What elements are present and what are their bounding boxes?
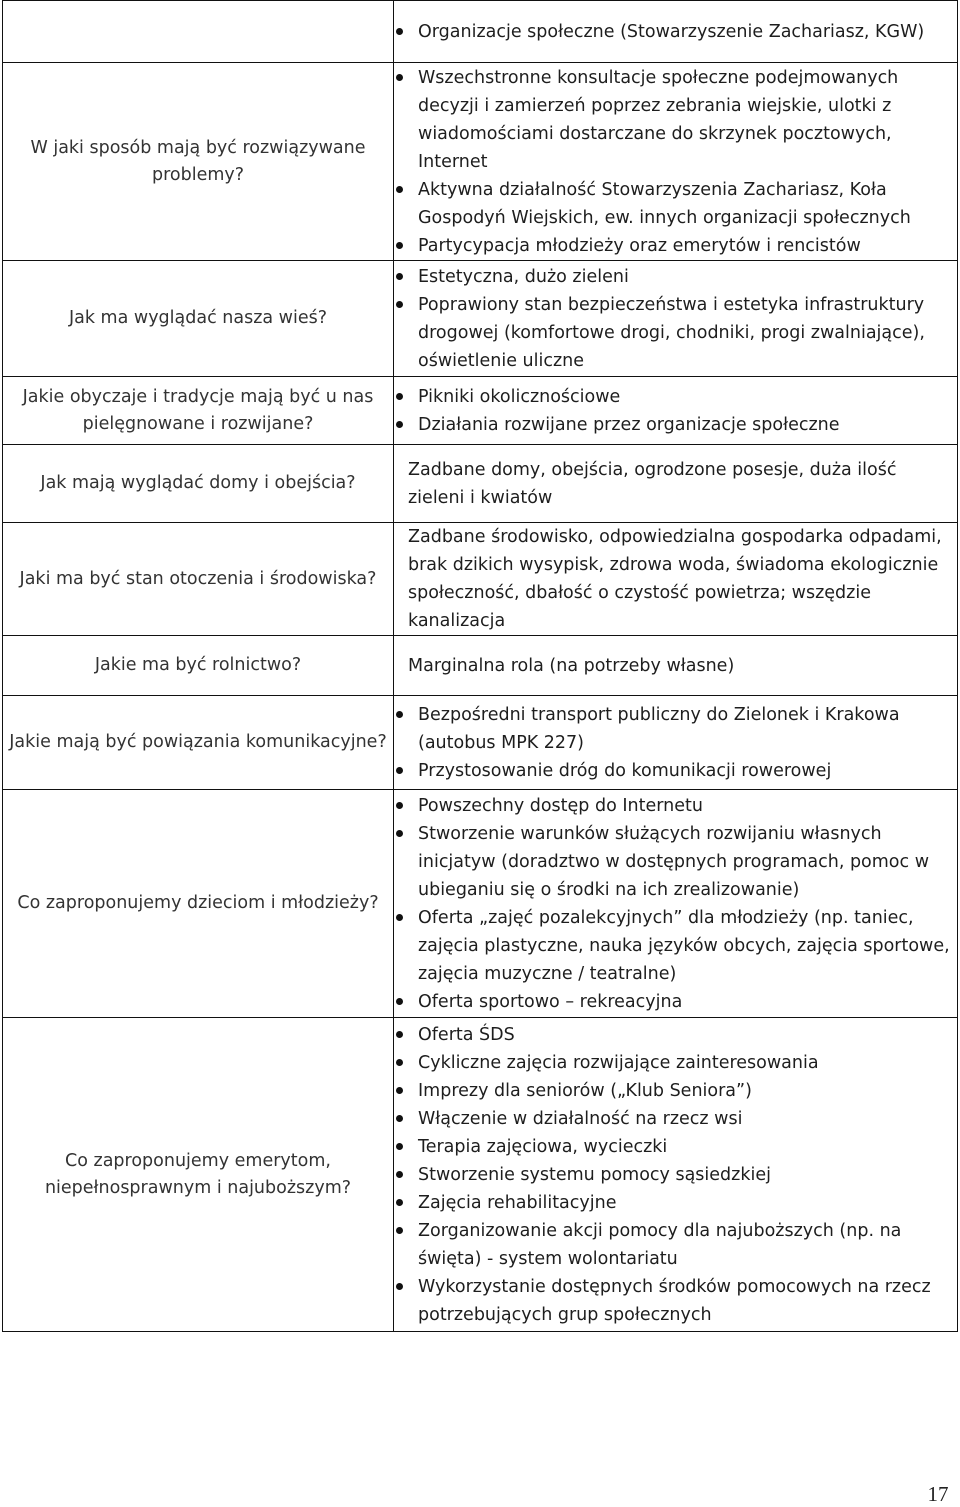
question-cell: Jak mają wyglądać domy i obejścia? (3, 445, 394, 523)
list-item-text: Imprezy dla seniorów („Klub Seniora”) (418, 1080, 752, 1101)
table-row (3, 1018, 958, 1332)
bullet-icon (396, 1031, 403, 1038)
list-item (394, 176, 957, 232)
answer-cell (394, 377, 958, 445)
bullet-icon (396, 914, 403, 921)
answer-list (394, 792, 957, 1016)
answer-list (394, 18, 957, 46)
table-row (3, 696, 958, 790)
list-item-text: Wykorzystanie dostępnych środków pomocowych na rzecz potrzebujących grup społecznych (418, 1276, 931, 1325)
bullet-icon (396, 301, 403, 308)
list-item (394, 1133, 957, 1161)
answer-cell (394, 63, 958, 261)
bullet-icon (396, 186, 403, 193)
list-item (394, 1049, 957, 1077)
bullet-icon (396, 767, 403, 774)
list-item-text: Cykliczne zajęcia rozwijające zainteresowania (418, 1052, 819, 1073)
list-item (394, 232, 957, 260)
list-item-text: Poprawiony stan bezpieczeństwa i estetyka infrastruktury drogowej (komfortowe drogi, chodniki, progi zwalniające), oświetlenie uliczne (418, 294, 925, 371)
question-cell (3, 1, 394, 63)
list-item (394, 701, 957, 757)
answer-cell: Zadbane środowisko, odpowiedzialna gospodarka odpadami, brak dzikich wysypisk, zdrowa woda, świadoma ekologicznie społeczność, dbałość o czystość powietrza; wszędzie kanalizacja (394, 523, 958, 636)
bullet-icon (396, 1087, 403, 1094)
list-item (394, 18, 957, 46)
question-cell: Jakie mają być powiązania komunikacyjne? (3, 696, 394, 790)
bullet-icon (396, 1199, 403, 1206)
bullet-icon (396, 1143, 403, 1150)
page-number: 17 (927, 1482, 949, 1506)
list-item (394, 1077, 957, 1105)
bullet-icon (396, 1115, 403, 1122)
answer-cell (394, 261, 958, 377)
table-row (3, 63, 958, 261)
bullet-icon (396, 1283, 403, 1290)
list-item-text: Stworzenie systemu pomocy sąsiedzkiej (418, 1164, 771, 1185)
question-cell: Jaki ma być stan otoczenia i środowiska? (3, 523, 394, 636)
bullet-icon (396, 393, 403, 400)
list-item (394, 263, 957, 291)
question-cell: Jak ma wyglądać nasza wieś? (3, 261, 394, 377)
list-item-text: Organizacje społeczne (Stowarzyszenie Zachariasz, KGW) (418, 21, 925, 42)
list-item (394, 64, 957, 176)
list-item-text: Estetyczna, dużo zieleni (418, 266, 629, 287)
bullet-icon (396, 273, 403, 280)
list-item-text: Partycypacja młodzieży oraz emerytów i rencistów (418, 235, 861, 256)
table-row (3, 445, 958, 523)
bullet-icon (396, 28, 403, 35)
list-item-text: Terapia zajęciowa, wycieczki (418, 1136, 668, 1157)
list-item-text: Pikniki okolicznościowe (418, 386, 621, 407)
question-cell: Co zaproponujemy dzieciom i młodzieży? (3, 790, 394, 1018)
answer-list (394, 383, 957, 439)
list-item (394, 411, 957, 439)
bullet-icon (396, 998, 403, 1005)
bullet-icon (396, 711, 403, 718)
list-item (394, 820, 957, 904)
answer-cell (394, 696, 958, 790)
vision-table (2, 0, 958, 1332)
answer-list (394, 263, 957, 375)
list-item-text: Działania rozwijane przez organizacje społeczne (418, 414, 840, 435)
table-row (3, 1, 958, 63)
list-item-text: Bezpośredni transport publiczny do Zielonek i Krakowa (autobus MPK 227) (418, 704, 900, 753)
list-item-text: Oferta ŚDS (418, 1024, 515, 1045)
answer-list (394, 1021, 957, 1329)
list-item-text: Zorganizowanie akcji pomocy dla najuboższych (np. na święta) - system wolontariatu (418, 1220, 902, 1269)
answer-list (394, 64, 957, 260)
table-row (3, 523, 958, 636)
list-item (394, 757, 957, 785)
table-row (3, 261, 958, 377)
list-item-text: Oferta sportowo – rekreacyjna (418, 991, 683, 1012)
table-row (3, 790, 958, 1018)
list-item-text: Przystosowanie dróg do komunikacji rowerowej (418, 760, 832, 781)
list-item-text: Zajęcia rehabilitacyjne (418, 1192, 617, 1213)
answer-cell (394, 1, 958, 63)
bullet-icon (396, 1171, 403, 1178)
list-item (394, 291, 957, 375)
list-item (394, 1217, 957, 1273)
bullet-icon (396, 1227, 403, 1234)
list-item (394, 1273, 957, 1329)
question-cell: W jaki sposób mają być rozwiązywane problemy? (3, 63, 394, 261)
question-cell: Jakie obyczaje i tradycje mają być u nas pielęgnowane i rozwijane? (3, 377, 394, 445)
answer-cell (394, 1018, 958, 1332)
bullet-icon (396, 421, 403, 428)
question-cell: Co zaproponujemy emerytom, niepełnosprawnym i najuboższym? (3, 1018, 394, 1332)
bullet-icon (396, 830, 403, 837)
list-item (394, 904, 957, 988)
answer-cell: Zadbane domy, obejścia, ogrodzone posesje, duża ilość zieleni i kwiatów (394, 445, 958, 523)
list-item (394, 1105, 957, 1133)
list-item-text: Powszechny dostęp do Internetu (418, 795, 703, 816)
list-item (394, 1161, 957, 1189)
bullet-icon (396, 74, 403, 81)
table-row (3, 377, 958, 445)
list-item (394, 383, 957, 411)
list-item-text: Wszechstronne konsultacje społeczne podejmowanych decyzji i zamierzeń poprzez zebrania wiejskie, ulotki z wiadomościami dostarczane do skrzynek pocztowych, Internet (418, 67, 899, 172)
list-item (394, 988, 957, 1016)
bullet-icon (396, 1059, 403, 1066)
list-item (394, 1021, 957, 1049)
list-item (394, 792, 957, 820)
list-item-text: Aktywna działalność Stowarzyszenia Zachariasz, Koła Gospodyń Wiejskich, ew. innych organizacji społecznych (418, 179, 911, 228)
table-row (3, 636, 958, 696)
list-item-text: Włączenie w działalność na rzecz wsi (418, 1108, 743, 1129)
answer-list (394, 701, 957, 785)
bullet-icon (396, 802, 403, 809)
list-item-text: Oferta „zajęć pozalekcyjnych” dla młodzieży (np. taniec, zajęcia plastyczne, nauka języków obcych, zajęcia sportowe, zajęcia muzyczne / teatralne) (418, 907, 950, 984)
answer-cell (394, 790, 958, 1018)
list-item (394, 1189, 957, 1217)
answer-cell: Marginalna rola (na potrzeby własne) (394, 636, 958, 696)
question-cell: Jakie ma być rolnictwo? (3, 636, 394, 696)
list-item-text: Stworzenie warunków służących rozwijaniu własnych inicjatyw (doradztwo w dostępnych programach, pomoc w ubieganiu się o środki na ich zrealizowanie) (418, 823, 930, 900)
bullet-icon (396, 242, 403, 249)
